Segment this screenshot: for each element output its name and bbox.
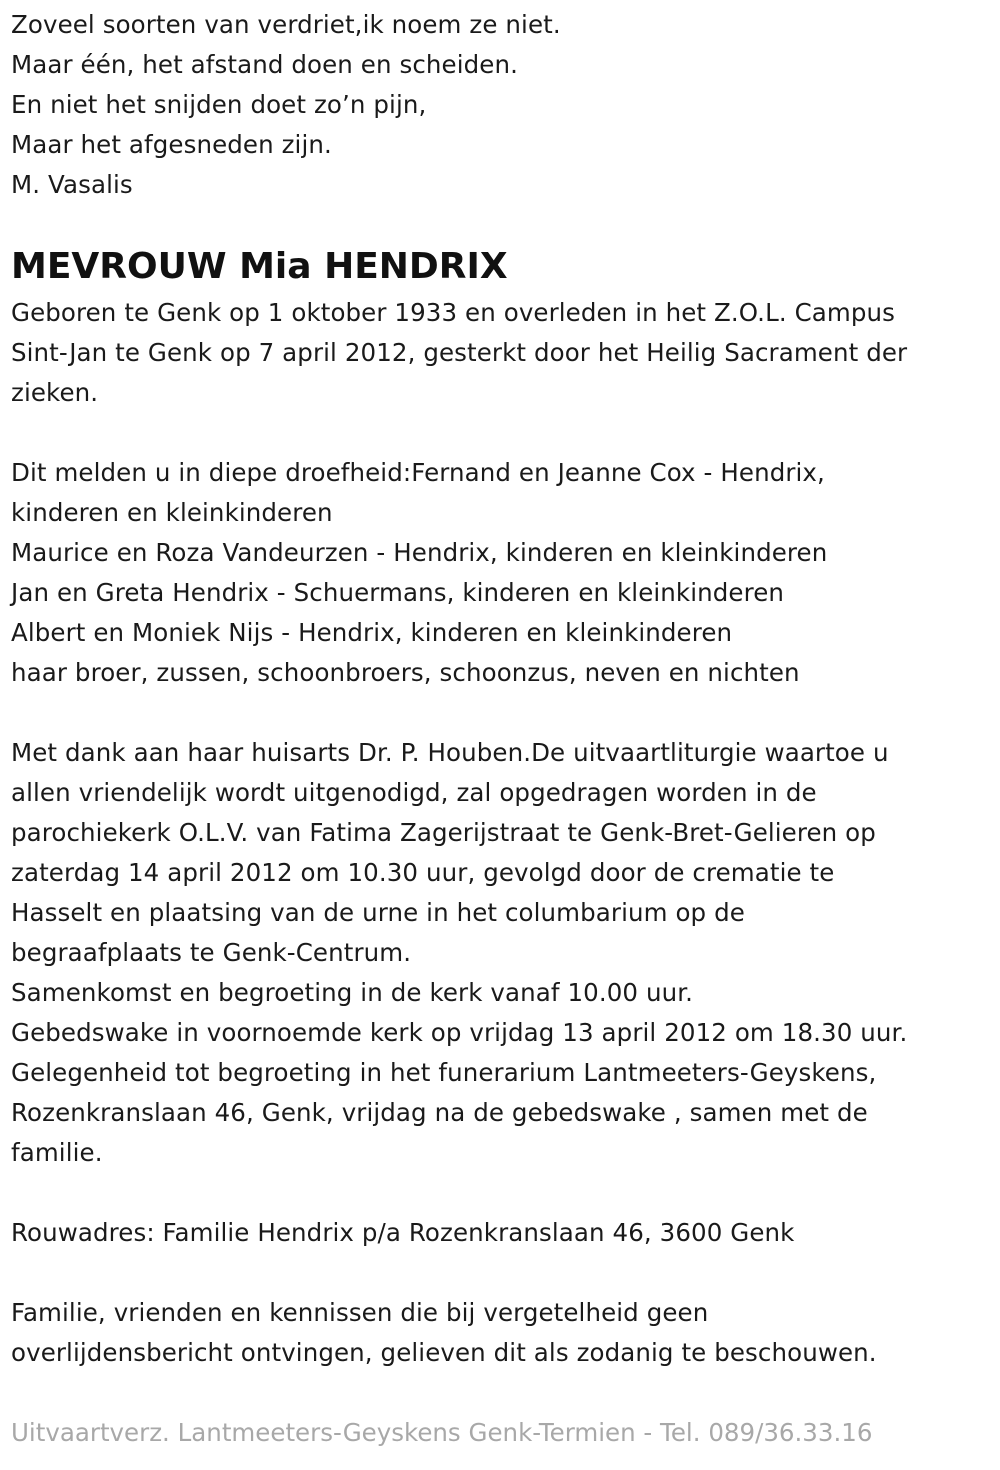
deceased-name-heading: MEVROUW Mia HENDRIX bbox=[11, 246, 508, 287]
funeral-service-paragraph bbox=[11, 733, 907, 1173]
text-line: Albert en Moniek Nijs - Hendrix, kinderen en kleinkinderen bbox=[11, 618, 733, 647]
text-line: Met dank aan haar huisarts Dr. P. Houben.De uitvaartliturgie waartoe u bbox=[11, 738, 889, 767]
text-line: kinderen en kleinkinderen bbox=[11, 498, 333, 527]
text-line: Maurice en Roza Vandeurzen - Hendrix, kinderen en kleinkinderen bbox=[11, 538, 828, 567]
poem bbox=[11, 5, 561, 205]
family-paragraph bbox=[11, 453, 827, 693]
text-line: Samenkomst en begroeting in de kerk vanaf 10.00 uur. bbox=[11, 978, 694, 1007]
text-line: parochiekerk O.L.V. van Fatima Zagerijstraat te Genk-Bret-Gelieren op bbox=[11, 818, 876, 847]
text-line: Hasselt en plaatsing van de urne in het columbarium op de bbox=[11, 898, 745, 927]
funeral-home-footer: Uitvaartverz. Lantmeeters-Geyskens Genk-Termien - Tel. 089/36.33.16 bbox=[11, 1418, 873, 1447]
text-line: Geboren te Genk op 1 oktober 1933 en overleden in het Z.O.L. Campus bbox=[11, 298, 896, 327]
text-line: haar broer, zussen, schoonbroers, schoonzus, neven en nichten bbox=[11, 658, 800, 687]
text-line: familie. bbox=[11, 1138, 103, 1167]
text-line: overlijdensbericht ontvingen, gelieven dit als zodanig te beschouwen. bbox=[11, 1338, 877, 1367]
text-line: Rozenkranslaan 46, Genk, vrijdag na de gebedswake , samen met de bbox=[11, 1098, 868, 1127]
text-line: Jan en Greta Hendrix - Schuermans, kinderen en kleinkinderen bbox=[11, 578, 785, 607]
text-line: begraafplaats te Genk-Centrum. bbox=[11, 938, 412, 967]
text-line: Sint-Jan te Genk op 7 april 2012, gesterkt door het Heilig Sacrament der bbox=[11, 338, 908, 367]
text-line: allen vriendelijk wordt uitgenodigd, zal opgedragen worden in de bbox=[11, 778, 817, 807]
text-line: Familie, vrienden en kennissen die bij vergetelheid geen bbox=[11, 1298, 709, 1327]
birth-death-paragraph bbox=[11, 293, 907, 413]
mourning-address bbox=[11, 1213, 794, 1253]
poem-line: Maar het afgesneden zijn. bbox=[11, 130, 332, 159]
text-line: Rouwadres: Familie Hendrix p/a Rozenkranslaan 46, 3600 Genk bbox=[11, 1218, 795, 1247]
poem-line: Zoveel soorten van verdriet,ik noem ze niet. bbox=[11, 10, 561, 39]
poem-line: Maar één, het afstand doen en scheiden. bbox=[11, 50, 518, 79]
text-line: Gelegenheid tot begroeting in het funerarium Lantmeeters-Geyskens, bbox=[11, 1058, 877, 1087]
poem-line: En niet het snijden doet zo’n pijn, bbox=[11, 90, 427, 119]
text-line: Gebedswake in voornoemde kerk op vrijdag 13 april 2012 om 18.30 uur. bbox=[11, 1018, 908, 1047]
poem-author: M. Vasalis bbox=[11, 170, 133, 199]
text-line: zaterdag 14 april 2012 om 10.30 uur, gevolgd door de crematie te bbox=[11, 858, 835, 887]
text-line: zieken. bbox=[11, 378, 99, 407]
closing-notice bbox=[11, 1293, 877, 1373]
text-line: Dit melden u in diepe droefheid:Fernand en Jeanne Cox - Hendrix, bbox=[11, 458, 825, 487]
